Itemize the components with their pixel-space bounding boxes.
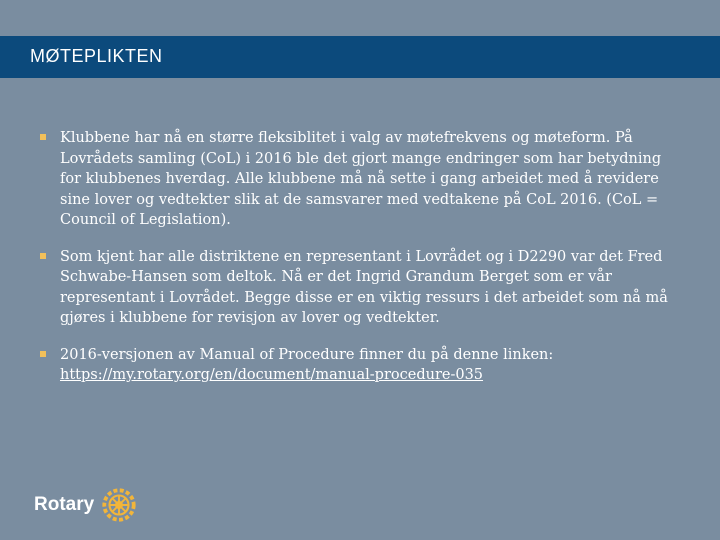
rotary-wordmark: Rotary xyxy=(34,494,95,515)
slide-content xyxy=(40,128,670,402)
slide-title: MØTEPLIKTEN xyxy=(30,46,163,66)
bullet-marker-icon xyxy=(40,253,46,259)
title-bar xyxy=(0,36,720,78)
bullet-item xyxy=(40,247,670,329)
bullet-text: Klubbene har nå en større fleksiblitet i valg av møtefrekvens og møteform. På Lovrådets samling (CoL) i 2016 ble det gjort mange endringer som har betydning for klubbenes hverdag. Alle klubbene må nå sette i gang arbeidet med å revidere sine lover og vedtekter slik at de samsvarer med vedtakene på CoL 2016. (CoL = Council of Legislation). xyxy=(60,130,662,228)
bullet-text: Som kjent har alle distriktene en representant i Lovrådet og i D2290 var det Fred Schwabe-Hansen som deltok. Nå er det Ingrid Grandum Berget som er vår representant i Lovrådet. Begge disse er en viktig ressurs i det arbeidet som nå må gjøres i klubbene for revisjon av lover og vedtekter. xyxy=(60,248,668,326)
bullet-text: 2016-versjonen av Manual of Procedure finner du på denne linken: xyxy=(60,346,554,363)
rotary-logo xyxy=(34,485,138,525)
bullet-marker-icon xyxy=(40,134,46,140)
manual-procedure-link[interactable]: https://my.rotary.org/en/document/manual-procedure-035 xyxy=(60,367,484,383)
top-band xyxy=(0,0,720,36)
bullet-marker-icon xyxy=(40,351,46,357)
bullet-item xyxy=(40,345,670,386)
bullet-item xyxy=(40,128,670,231)
rotary-wheel-icon xyxy=(100,486,138,524)
